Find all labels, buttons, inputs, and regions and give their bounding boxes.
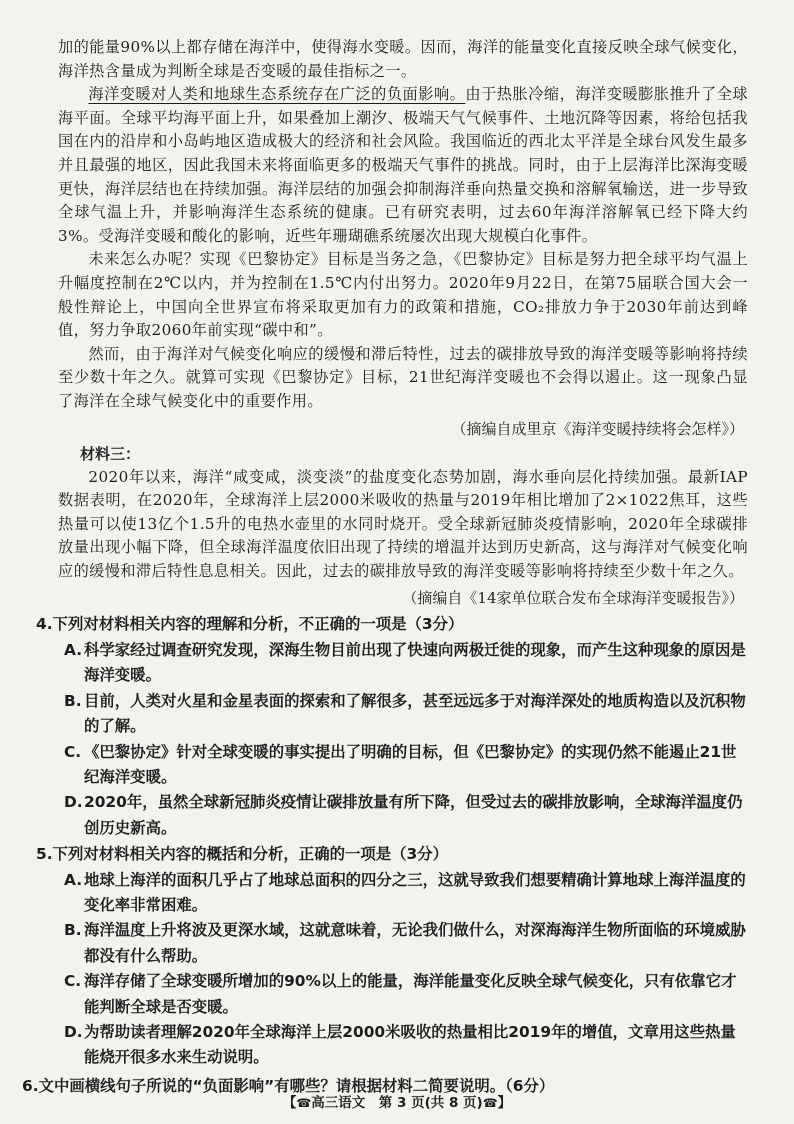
option-label: C. (64, 972, 82, 991)
question-5-option-b (58, 918, 748, 969)
underlined-sentence: 海洋变暖对人类和地球生态系统存在广泛的负面影响。 (88, 85, 466, 104)
material3-source: （摘编自《14家单位联合发布全球海洋变暖报告》） (402, 589, 744, 608)
option-label: A. (64, 640, 83, 659)
option-label: B. (64, 921, 82, 940)
phone-icon: ☎ (482, 1096, 498, 1110)
material2-paragraph-2 (58, 83, 748, 248)
phone-icon: ☎ (296, 1096, 312, 1110)
option-label: A. (64, 870, 83, 889)
question-5-option-a (58, 868, 748, 919)
question-5-option-c (58, 969, 748, 1020)
question-5-stem: 5.下列对材料相关内容的概括和分析，正确的一项是（3分） (36, 845, 449, 864)
material2-source: （摘编自成里京《海洋变暖持续将会怎样》） (451, 419, 744, 438)
option-text: 为帮助读者理解2020年全球海洋上层2000米吸收的热量相比2019年的增值，文章用这些热量能烧开很多水来生动说明。 (84, 1022, 736, 1067)
option-label: D. (64, 1022, 83, 1041)
option-label: B. (64, 691, 82, 710)
material2-paragraph-2-rest: 由于热胀冷缩，海洋变暖膨胀推升了全球海平面。全球平均海平面上升，如果叠加上潮汐、极端天气气候事件、土地沉降等因素，将给包括我国在内的沿岸和小岛屿地区造成极大的经济和社会风险。我国临近的西北太平洋是全球台风发生最多并且最强的地区，因此我国未来将面临更多的极端天气事件的挑战。同时，由于上层海洋比深海变暖更快，海洋层结也在持续加强。海洋层结的加强会抑制海洋垂向热量交换和溶解氧输送，进一步导致全球气温上升，并影响海洋生态系统的健康。已有研究表明，过去60年海洋溶解氧已经下降大约3%。受海洋变暖和酸化的影响，近些年珊瑚礁系统屡次出现大规模白化事件。 (58, 85, 748, 245)
option-text: 科学家经过调查研究发现，深海生物目前出现了快速向两极迁徙的现象，而产生这种现象的原因是海洋变暖。 (84, 640, 746, 685)
option-text: 目前，人类对火星和金星表面的探索和了解很多，甚至远远多于对海洋深处的地质构造以及沉积物的了解。 (84, 691, 746, 736)
option-label: D. (64, 793, 83, 812)
footer-text: 高三语文 第 3 页(共 8 页) (311, 1095, 483, 1111)
footer-bracket-left: 【 (282, 1095, 297, 1111)
footer-bracket-right: 】 (497, 1095, 512, 1111)
question-4-stem: 4.下列对材料相关内容的理解和分析，不正确的一项是（3分） (36, 615, 464, 634)
material2-paragraph-1: 加的能量90%以上都存储在海洋中，使得海水变暖。因而，海洋的能量变化直接反映全球气候变化，海洋热含量成为判断全球是否变暖的最佳指标之一。 (58, 38, 748, 80)
material2-paragraph-4: 然而，由于海洋对气候变化响应的缓慢和滞后特性，过去的碳排放导致的海洋变暖等影响将持续至少数十年之久。就算可实现《巴黎协定》目标，21世纪海洋变暖也不会得以遏止。这一现象凸显了海洋在全球气候变化中的重要作用。 (58, 344, 748, 410)
question-6-stem: 6.文中画横线句子所说的“负面影响”有哪些？请根据材料二简要说明。（6分） (22, 1076, 555, 1095)
material2-paragraph-3: 未来怎么办呢？实现《巴黎协定》目标是当务之急，《巴黎协定》目标是努力把全球平均气温上升幅度控制在2℃以内，并为控制在1.5℃内付出努力。2020年9月22日，在第75届联合国大会一般性辩论上，中国向全世界宣布将采取更加有力的政策和措施，CO₂排放力争于2030年前达到峰值，努力争取2060年前实现“碳中和”。 (58, 250, 748, 340)
option-label: C. (64, 742, 82, 761)
option-text: 海洋温度上升将波及更深水域，这就意味着，无论我们做什么，对深海海洋生物所面临的环境威胁都没有什么帮助。 (84, 921, 746, 965)
option-text: 《巴黎协定》针对全球变暖的事实提出了明确的目标，但《巴黎协定》的实现仍然不能遏止21世纪海洋变暖。 (84, 742, 737, 786)
question-4-option-b (58, 689, 748, 740)
question-4-option-d (58, 790, 748, 841)
question-4-option-c (58, 740, 748, 791)
option-text: 海洋存储了全球变暖所增加的90%以上的能量，海洋能量变化反映全球气候变化，只有依靠它才能判断全球是否变暖。 (84, 972, 737, 1016)
page-footer (0, 1091, 794, 1111)
material3-title: 材料三： (80, 444, 141, 463)
question-5-option-d (58, 1020, 748, 1071)
option-text: 地球上海洋的面积几乎占了地球总面积的四分之三，这就导致我们想要精确计算地球上海洋温度的变化率非常困难。 (84, 870, 746, 914)
option-text: 2020年，虽然全球新冠肺炎疫情让碳排放量有所下降，但受过去的碳排放影响，全球海洋温度仍创历史新高。 (84, 793, 743, 837)
question-4-option-a (58, 638, 748, 689)
material3-paragraph-1: 2020年以来，海洋“咸变咸，淡变淡”的盐度变化态势加剧，海水垂向层化持续加强。最新IAP数据表明，在2020年，全球海洋上层2000米吸收的热量与2019年相比增加了2×1022焦耳，这些热量可以使13亿个1.5升的电热水壶里的水同时烧开。受全球新冠肺炎疫情影响，2020年全球碳排放量出现小幅下降，但全球海洋温度依旧出现了持续的增温并达到历史新高，这与海洋对气候变化响应的缓慢和滞后特性息息相关。因此，过去的碳排放导致的海洋变暖等影响将持续至少数十年之久。 (58, 467, 748, 580)
